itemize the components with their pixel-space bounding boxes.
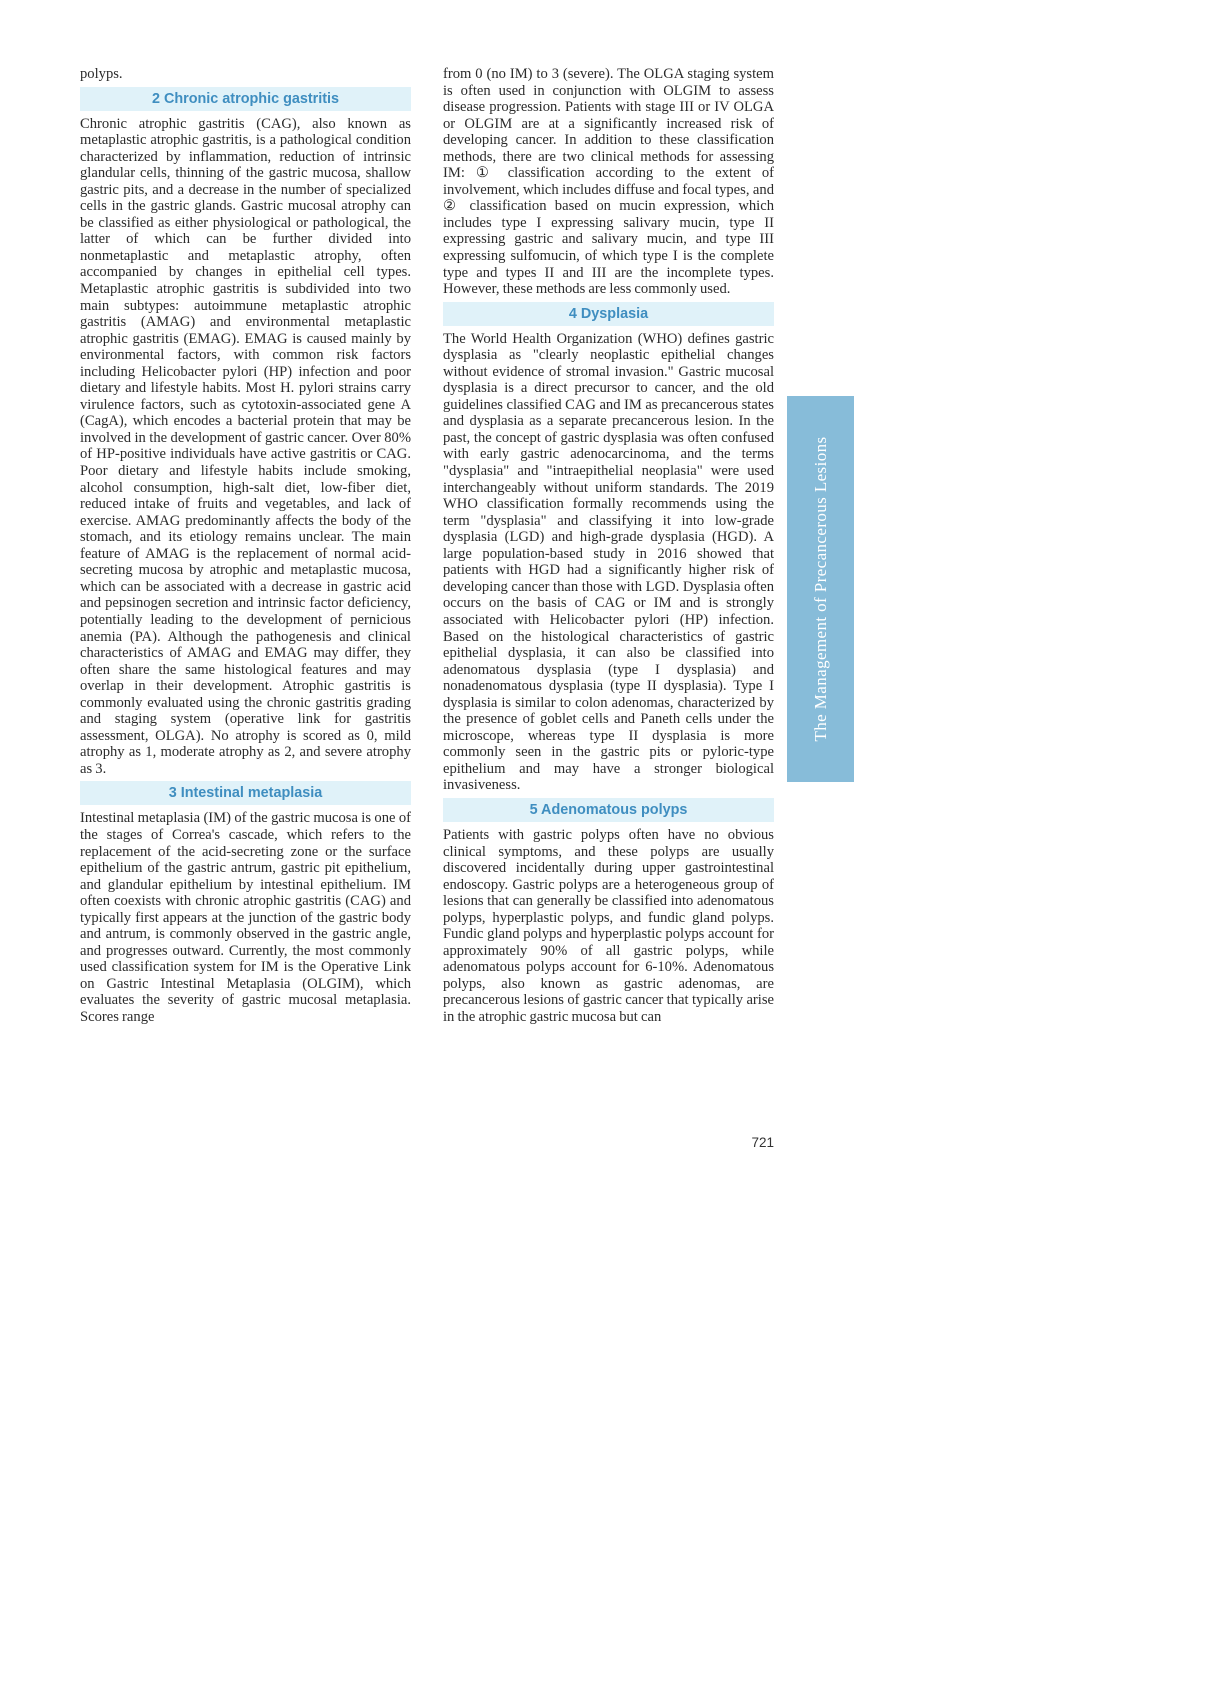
continuation-text-intestinal-metaplasia: from 0 (no IM) to 3 (severe). The OLGA staging system is often used in conjunction with OLGIM to assess disease progression. Patients with stage III or IV OLGA or OLGIM are at a significantly increased risk of developing cancer. In addition to these classification methods, there are two clinical methods for assessing IM: ① classification according to the extent of involvement, which includes diffuse and focal types, and ② classification based on mucin expression, which includes type I expressing salivary mucin, type II expressing gastric and salivary mucin, and type III expressing sulfomucin, of which type I is the complete type and types II and III are the incomplete types. However, these methods are less commonly used.: [443, 66, 774, 298]
section-body-adenomatous-polyps: Patients with gastric polyps often have no obvious clinical symptoms, and these polyps are usually discovered incidentally during upper gastrointestinal endoscopy. Gastric polyps are a heterogeneous group of lesions that can generally be classified into adenomatous polyps, hyperplastic polyps, and fundic gland polyps. Fundic gland polyps and hyperplastic polyps account for approximately 90% of all gastric polyps, while adenomatous polyps account for 6-10%. Adenomatous polyps, also known as gastric adenomas, are precancerous lesions of gastric cancer that typically arise in the atrophic gastric mucosa but can: [443, 826, 774, 1025]
section-body-chronic-atrophic-gastritis: Chronic atrophic gastritis (CAG), also known as metaplastic atrophic gastritis, is a pathological condition characterized by inflammation, reduction of intrinsic glandular cells, thinning of the gastric mucosa, shallow gastric pits, and a decrease in the number of specialized cells in the gastric glands. Gastric mucosal atrophy can be classified as either physiological or pathological, the latter of which can be further divided into nonmetaplastic and metaplastic atrophy, often accompanied by changes in epithelial cell types. Metaplastic atrophic gastritis is subdivided into two main subtypes: autoimmune metaplastic atrophic gastritis (AMAG) and environmental metaplastic atrophic gastritis (EMAG). EMAG is caused mainly by environmental factors, with common risk factors including Helicobacter pylori (HP) infection and poor dietary and lifestyle habits. Most H. pylori strains carry virulence factors, such as cytotoxin-associated gene A (CagA), which encodes a bacterial protein that may be involved in the development of gastric cancer. Over 80% of HP-positive individuals have active gastritis or CAG. Poor dietary and lifestyle habits include smoking, alcohol consumption, high-salt diet, low-fiber diet, reduced intake of fruits and vegetables, and lack of exercise. AMAG predominantly affects the body of the stomach, and its etiology remains unclear. The main feature of AMAG is the replacement of normal acid-secreting mucosa by atrophic and metaplastic mucosa, which can be associated with a decrease in gastric acid and pepsinogen secretion and intrinsic factor deficiency, potentially leading to the development of pernicious anemia (PA). Although the pathogenesis and clinical characteristics of AMAG and EMAG may differ, they often share the same histological features and may overlap in their development. Atrophic gastritis is commonly evaluated using the chronic gastritis grading and staging system (operative link for gastritis assessment, OLGA). No atrophy is scored as 0, mild atrophy as 1, moderate atrophy as 2, and severe atrophy as 3.: [80, 115, 411, 777]
right-column: [443, 66, 774, 1026]
section-body-intestinal-metaplasia: Intestinal metaplasia (IM) of the gastric mucosa is one of the stages of Correa's cascade, which refers to the replacement of the acid-secreting zone or the surface epithelium of the gastric antrum, gastric pit epithelium, and glandular epithelium by intestinal epithelium. IM often coexists with chronic atrophic gastritis (CAG) and typically first appears at the junction of the gastric body and antrum, is commonly observed in the gastric angle, and progresses outward. Currently, the most commonly used classification system for IM is the Operative Link on Gastric Intestinal Metaplasia (OLGIM), which evaluates the severity of gastric mucosal metaplasia. Scores range: [80, 810, 411, 1025]
section-heading-dysplasia: 4 Dysplasia: [443, 302, 774, 326]
chapter-side-tab: [787, 396, 854, 782]
section-heading-chronic-atrophic-gastritis: 2 Chronic atrophic gastritis: [80, 87, 411, 111]
section-heading-intestinal-metaplasia: 3 Intestinal metaplasia: [80, 781, 411, 805]
left-column: [80, 66, 411, 1026]
lead-in-text: polyps.: [80, 66, 123, 82]
chapter-side-tab-label: The Management of Precancerous Lesions: [810, 436, 830, 742]
page-number: 721: [751, 1135, 774, 1150]
section-body-dysplasia: The World Health Organization (WHO) defines gastric dysplasia as "clearly neoplastic epithelial changes without evidence of stromal invasion." Gastric mucosal dysplasia is a direct precursor to cancer, and the old guidelines classified CAG and IM as precancerous states and dysplasia as a separate precancerous lesion. In the past, the concept of gastric dysplasia was often confused with early gastric adenocarcinoma, and the terms "dysplasia" and "intraepithelial neoplasia" were used interchangeably without uniform standards. The 2019 WHO classification formally recommends using the term "dysplasia" and classifying it into low-grade dysplasia (LGD) and high-grade dysplasia (HGD). A large population-based study in 2016 showed that patients with HGD had a significantly higher risk of developing cancer than those with LGD. Dysplasia often occurs on the basis of CAG or IM and is strongly associated with Helicobacter pylori (HP) infection. Based on the histological characteristics of gastric epithelial dysplasia, it can also be classified into adenomatous dysplasia (type I dysplasia) and nonadenomatous dysplasia (type II dysplasia). Type I dysplasia is similar to colon adenomas, characterized by the presence of goblet cells and Paneth cells under the microscope, whereas type II dysplasia is more commonly seen in the gastric pits or pyloric-type epithelium and may have a stronger biological invasiveness.: [443, 330, 774, 794]
section-heading-adenomatous-polyps: 5 Adenomatous polyps: [443, 798, 774, 822]
